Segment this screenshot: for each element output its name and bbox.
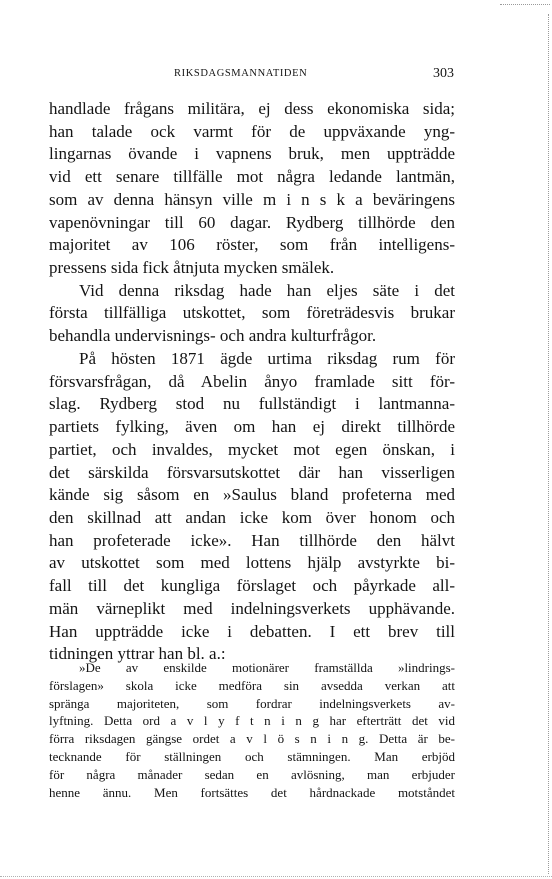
scan-edge-bottom [0,876,552,877]
quote-line: »De av enskilde motionärer framställda »lindrings- [79,660,455,675]
text-line: män värneplikt med indelningsverkets upphävande. [49,598,455,618]
text-line: försvarsfrågan, då Abelin ånyo framlade sitt för- [49,371,455,391]
text-line: partiet, och invaldes, mycket mot egen önskan, i [49,439,455,459]
text-line: majoritet av 106 röster, som från intelligens- [49,235,455,255]
text-line: den skillnad att andan icke kom över honom och [49,507,455,527]
page-number: 303 [433,66,454,81]
text-line: Han uppträdde icke i debatten. I ett brev till [49,621,455,641]
text-line: fall till det kungliga förslaget och påyrkade all- [49,576,455,596]
text-line: handlade frågans militära, ej dess ekonomiska sida; [49,99,455,118]
running-head [50,66,454,84]
text-line: det särskilda försvarsutskottet där han visserligen [49,462,455,482]
quote-line: henne ännu. Men fortsättes det hårdnackade motståndet [49,784,455,800]
block-quote [49,659,455,801]
quote-line: förslagen» skola icke medföra sin avsedda verkan att [49,677,455,693]
quote-line: förra riksdagen gängse ordet a v l ö s n i n g. Detta är be- [49,731,455,747]
text-line: Vid denna riksdag hade han eljes säte i det [79,280,455,300]
text-line: han profeterade icke». Han tillhörde den hälvt [49,530,455,550]
text-line: första tillfälliga utskottet, som företrädesvis brukar [49,303,455,323]
text-line: kände sig såsom en »Saulus bland profeterna med [49,485,455,505]
text-line: av utskottet som med lottens hjälp avstyrkte bi- [49,553,455,573]
text-line: vapenövningar till 60 dagar. Rydberg tillhörde den [49,212,455,232]
text-line: han talade ock varmt för de uppväxande yng- [49,121,455,141]
quote-line: för några månader sedan en avlösning, man erbjuder [49,766,455,782]
text-line: tidningen yttrar han bl. a.: [49,644,226,664]
quote-line: lyftning. Detta ord a v l y f t n i n g har efterträtt det vid [49,713,455,729]
text-line: På hösten 1871 ägde urtima riksdag rum för [79,348,455,368]
text-line: behandla undervisnings- och andra kulturfrågor. [49,326,377,346]
scan-edge-top [500,4,550,5]
text-line: som av denna hänsyn ville m i n s k a beväringens [49,189,455,209]
text-line: pressens sida fick åtnjuta mycken smälek. [49,258,335,278]
text-line: partiets fylking, även om han ej direkt tillhörde [49,417,455,437]
text-line: lingarnas övande i vapnens bruk, men uppträdde [49,144,455,164]
text-line: vid ett senare tillfälle mot några ledande lantmän, [49,167,455,187]
quote-line: tecknande för ställningen och stämningen. Man erbjöd [49,748,455,764]
scan-edge-right [548,14,549,874]
text-line: slag. Rydberg stod nu fullständigt i lantmanna- [49,394,455,414]
running-title: RIKSDAGSMANNATIDEN [174,68,308,79]
quote-line: spränga majoriteten, som fordrar indelningsverkets av- [49,695,455,711]
body-text [49,98,455,666]
